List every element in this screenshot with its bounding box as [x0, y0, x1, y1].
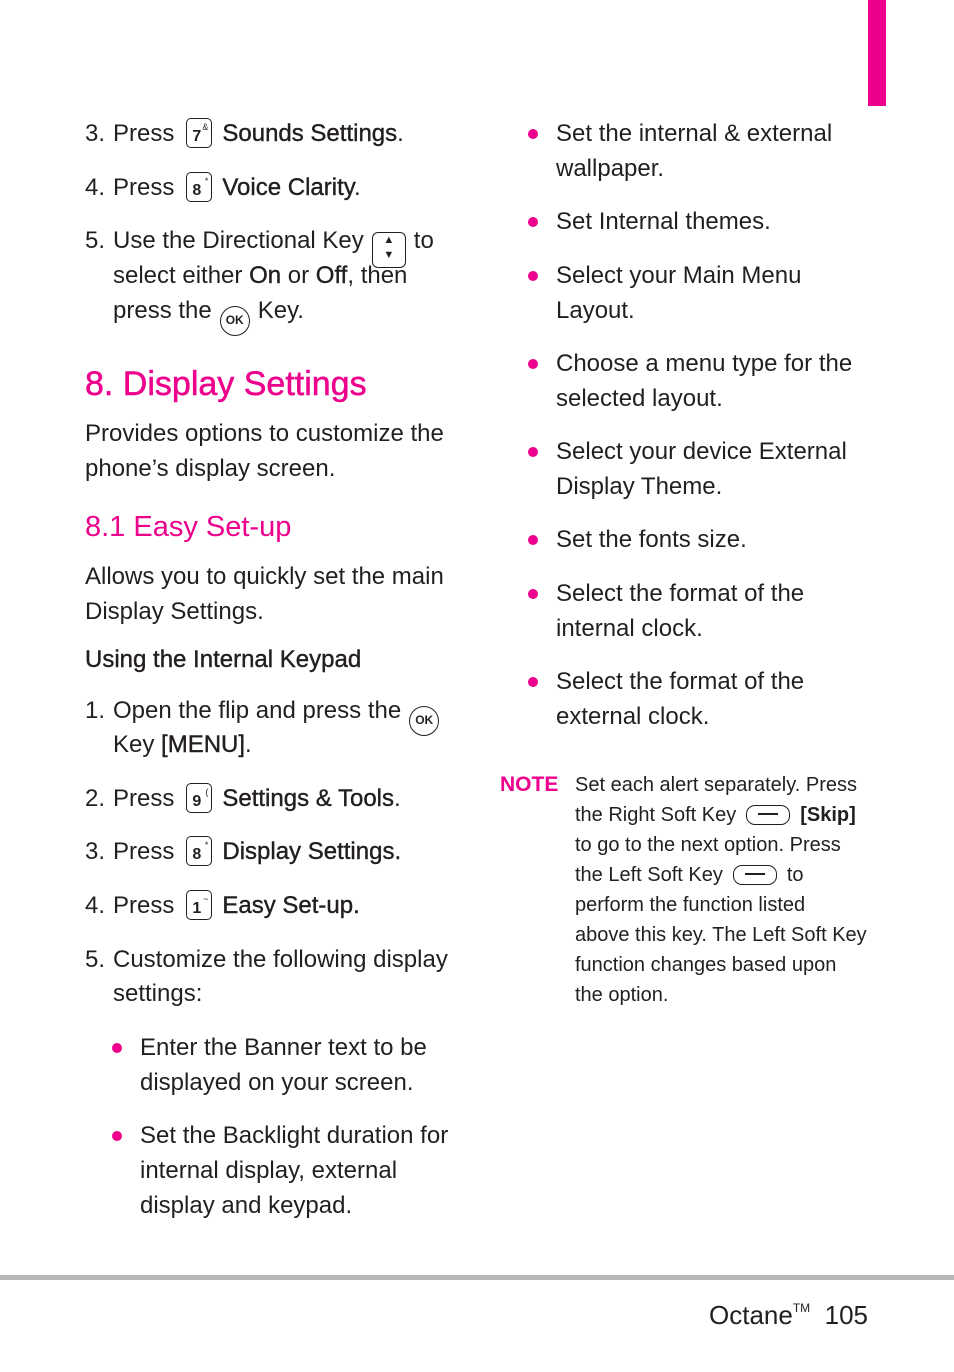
ok-key-icon: OK	[409, 706, 439, 736]
note-line: the option.	[575, 984, 669, 1006]
footer-rule	[0, 1275, 954, 1280]
step-number: 4.	[85, 892, 106, 919]
directional-key-icon: ▲ ▼	[372, 232, 406, 268]
page-footer	[709, 1292, 868, 1331]
bullet-item: Select the format of the internal clock.	[556, 576, 804, 646]
note-line: to go to the next option. Press	[575, 834, 841, 856]
keypad-9-icon: 9 (	[186, 783, 212, 813]
step-number: 2.	[85, 785, 106, 812]
subsection-title: 8.1 Easy Set-up	[85, 511, 292, 543]
step-2-settings-tools: 2. Press 9 ( Settings & Tools.	[85, 781, 401, 816]
step-4-voice-clarity: 4. Press 8 * Voice Clarity.	[85, 170, 361, 205]
bullet-dot-icon	[528, 677, 538, 687]
right-soft-key-icon	[746, 805, 790, 825]
step-1-line-2: Key [MENU].	[113, 731, 252, 758]
note-line: Set each alert separately. Press	[575, 774, 857, 796]
menu-label: Settings & Tools	[222, 785, 395, 812]
bullet-dot-icon	[528, 447, 538, 457]
bullet-dot-icon	[528, 271, 538, 281]
option-on: On	[249, 262, 282, 289]
step-press: Press	[113, 120, 175, 147]
note-line: the Right Soft Key [Skip]	[575, 804, 856, 826]
bullet-dot-icon	[528, 129, 538, 139]
note-line: the Left Soft Key to	[575, 864, 804, 886]
trademark: TM	[792, 1301, 811, 1315]
product-name: Octane	[709, 1300, 793, 1330]
step-number: 3.	[85, 120, 106, 147]
section-tab-marker	[868, 0, 886, 106]
menu-label: Easy Set-up.	[222, 892, 360, 919]
note-line: perform the function listed	[575, 894, 806, 916]
menu-label: Voice Clarity	[222, 174, 354, 201]
menu-label: Display Settings.	[222, 838, 402, 865]
note-line: above this key. The Left Soft Key	[575, 924, 867, 946]
step-5-customize-line-2: settings:	[113, 980, 203, 1007]
bullet-item: Set the internal & external wallpaper.	[556, 116, 832, 186]
menu-label: Sounds Settings	[222, 120, 398, 147]
bullet-item: Set Internal themes.	[556, 204, 771, 239]
step-5-line-2: select either On or Off, then	[113, 262, 408, 289]
section-intro-line-1: Provides options to customize the	[85, 420, 444, 447]
step-number: 4.	[85, 174, 106, 201]
step-1-open-flip: 1. Open the flip and press the OK	[85, 693, 447, 736]
page-number: 105	[824, 1300, 868, 1330]
step-3-display-settings: 3. Press 8 * Display Settings.	[85, 834, 401, 869]
bullet-item: Select the format of the external clock.	[556, 664, 804, 734]
step-5-directional: 5. Use the Directional Key ▲ ▼to	[85, 223, 434, 268]
bullet-dot-icon	[528, 589, 538, 599]
bullet-dot-icon	[528, 217, 538, 227]
section-title: 8. Display Settings	[85, 365, 367, 403]
bullet-item: Select your device External Display Theme.	[556, 434, 847, 504]
menu-key-label: [MENU]	[161, 731, 246, 758]
ok-key-icon: OK	[220, 306, 250, 336]
bullet-dot-icon	[528, 535, 538, 545]
bullet-dot-icon	[528, 359, 538, 369]
left-soft-key-icon	[733, 865, 777, 885]
keypad-8-icon: 8 *	[186, 172, 212, 202]
step-number: 1.	[85, 697, 106, 724]
step-press: Press	[113, 174, 175, 201]
step-4-easy-setup: 4. Press 1 ~ Easy Set-up.	[85, 888, 360, 923]
step-number: 3.	[85, 838, 106, 865]
internal-keypad-heading: Using the Internal Keypad	[85, 646, 362, 673]
step-number: 5.	[85, 227, 106, 254]
option-off: Off	[315, 262, 348, 289]
bullet-item: Set the fonts size.	[556, 522, 747, 557]
bullet-item: Set the Backlight duration for internal display, external display and keypad.	[140, 1118, 448, 1223]
note-line: function changes based upon	[575, 954, 837, 976]
keypad-7-icon: 7 &	[186, 118, 212, 148]
step-3-sounds: 3. Press 7 & Sounds Settings.	[85, 116, 404, 151]
keypad-1-icon: 1 ~	[186, 890, 212, 920]
note-label: NOTE	[500, 773, 559, 796]
bullet-item: Enter the Banner text to be displayed on your screen.	[140, 1030, 427, 1100]
subsection-intro-line-1: Allows you to quickly set the main	[85, 563, 444, 590]
bullet-dot-icon	[112, 1043, 122, 1053]
bullet-dot-icon	[112, 1131, 122, 1141]
step-number: 5.	[85, 946, 106, 973]
step-5-customize: 5. Customize the following display	[85, 942, 448, 977]
bullet-item: Choose a menu type for the selected layout.	[556, 346, 852, 416]
subsection-intro-line-2: Display Settings.	[85, 598, 264, 625]
step-5-line-3: press the OK Key.	[113, 293, 304, 336]
keypad-8-icon: 8 *	[186, 836, 212, 866]
section-intro-line-2: phone’s display screen.	[85, 455, 336, 482]
bullet-item: Select your Main Menu Layout.	[556, 258, 801, 328]
skip-label: [Skip]	[800, 804, 856, 826]
